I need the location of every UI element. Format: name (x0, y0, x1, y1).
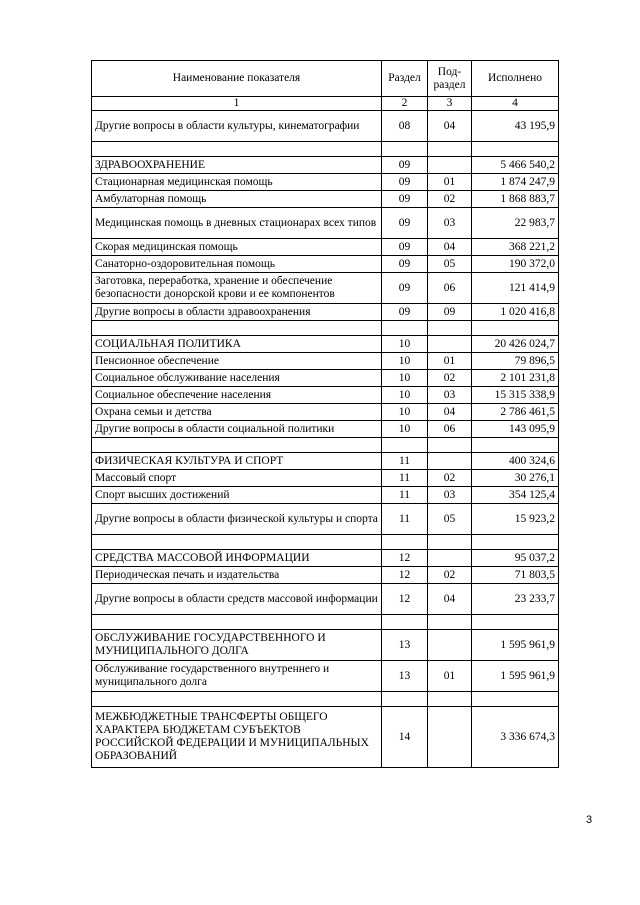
executed-amount-cell: 5 466 540,2 (472, 157, 559, 174)
empty-cell (92, 142, 382, 157)
indicator-name-cell: Обслуживание государственного внутреннего и муниципального долга (92, 661, 382, 692)
subsection-code-cell: 02 (428, 470, 472, 487)
subsection-code-cell (428, 630, 472, 661)
indicator-name-cell: Пенсионное обеспечение (92, 353, 382, 370)
blank-separator-row (92, 142, 559, 157)
section-code-cell: 10 (382, 387, 428, 404)
table-row (92, 661, 559, 692)
empty-cell (472, 535, 559, 550)
indicator-name-cell: Амбулаторная помощь (92, 191, 382, 208)
indicator-name-cell: ЗДРАВООХРАНЕНИЕ (92, 157, 382, 174)
empty-cell (428, 321, 472, 336)
subsection-code-cell: 05 (428, 256, 472, 273)
subsection-code-cell (428, 336, 472, 353)
indicator-name-cell: Спорт высших достижений (92, 487, 382, 504)
budget-execution-table (91, 60, 559, 768)
column-number-row (92, 97, 559, 111)
subsection-code-cell: 01 (428, 174, 472, 191)
executed-amount-cell: 30 276,1 (472, 470, 559, 487)
subsection-code-cell: 02 (428, 567, 472, 584)
executed-amount-cell: 95 037,2 (472, 550, 559, 567)
empty-cell (382, 535, 428, 550)
table-row (92, 584, 559, 615)
executed-amount-cell: 121 414,9 (472, 273, 559, 304)
executed-amount-cell: 71 803,5 (472, 567, 559, 584)
subsection-code-cell: 01 (428, 661, 472, 692)
section-code-cell: 11 (382, 504, 428, 535)
section-total-row (92, 550, 559, 567)
executed-amount-cell: 1 868 883,7 (472, 191, 559, 208)
executed-amount-cell: 1 020 416,8 (472, 304, 559, 321)
table-row (92, 387, 559, 404)
executed-amount-cell: 400 324,6 (472, 453, 559, 470)
executed-amount-cell: 15 923,2 (472, 504, 559, 535)
subsection-code-cell (428, 157, 472, 174)
table-row (92, 208, 559, 239)
subsection-code-cell: 03 (428, 387, 472, 404)
indicator-name-cell: Другие вопросы в области культуры, кинематографии (92, 111, 382, 142)
section-code-cell: 09 (382, 256, 428, 273)
table-row (92, 174, 559, 191)
table-row (92, 304, 559, 321)
executed-amount-cell: 368 221,2 (472, 239, 559, 256)
indicator-name-cell: ОБСЛУЖИВАНИЕ ГОСУДАРСТВЕННОГО И МУНИЦИПАЛЬНОГО ДОЛГА (92, 630, 382, 661)
executed-amount-cell: 354 125,4 (472, 487, 559, 504)
empty-cell (472, 615, 559, 630)
section-code-cell: 09 (382, 157, 428, 174)
empty-cell (92, 321, 382, 336)
empty-cell (382, 615, 428, 630)
empty-cell (92, 535, 382, 550)
table-row (92, 504, 559, 535)
executed-amount-cell: 3 336 674,3 (472, 707, 559, 768)
section-code-cell: 09 (382, 174, 428, 191)
section-code-cell: 10 (382, 353, 428, 370)
subsection-code-cell: 04 (428, 111, 472, 142)
table-row (92, 191, 559, 208)
section-code-cell: 09 (382, 208, 428, 239)
empty-cell (382, 142, 428, 157)
section-code-cell: 10 (382, 370, 428, 387)
subsection-code-cell (428, 550, 472, 567)
subsection-code-cell: 04 (428, 404, 472, 421)
table-row (92, 239, 559, 256)
indicator-name-cell: Социальное обслуживание населения (92, 370, 382, 387)
executed-amount-cell: 20 426 024,7 (472, 336, 559, 353)
section-code-cell: 11 (382, 453, 428, 470)
table-row (92, 470, 559, 487)
page-number: 3 (586, 814, 593, 826)
executed-amount-cell: 1 874 247,9 (472, 174, 559, 191)
indicator-name-cell: Охрана семьи и детства (92, 404, 382, 421)
blank-separator-row (92, 615, 559, 630)
table-body (92, 111, 559, 768)
table-row (92, 353, 559, 370)
empty-cell (382, 692, 428, 707)
section-code-cell: 10 (382, 421, 428, 438)
indicator-name-cell: Другие вопросы в области здравоохранения (92, 304, 382, 321)
table-row (92, 256, 559, 273)
section-code-cell: 10 (382, 336, 428, 353)
subsection-code-cell: 06 (428, 273, 472, 304)
empty-cell (382, 321, 428, 336)
subsection-code-cell: 03 (428, 487, 472, 504)
section-total-row (92, 336, 559, 353)
section-code-cell: 08 (382, 111, 428, 142)
table-row (92, 487, 559, 504)
empty-cell (472, 142, 559, 157)
subsection-code-cell (428, 707, 472, 768)
indicator-name-cell: Медицинская помощь в дневных стационарах всех типов (92, 208, 382, 239)
section-total-row (92, 453, 559, 470)
section-code-cell: 13 (382, 630, 428, 661)
column-number-4: 4 (472, 97, 559, 111)
section-total-row (92, 707, 559, 768)
executed-amount-cell: 190 372,0 (472, 256, 559, 273)
indicator-name-cell: Другие вопросы в области средств массовой информации (92, 584, 382, 615)
executed-amount-cell: 22 983,7 (472, 208, 559, 239)
empty-cell (428, 142, 472, 157)
section-code-cell: 12 (382, 550, 428, 567)
subsection-code-cell: 02 (428, 191, 472, 208)
executed-amount-cell: 2 101 231,8 (472, 370, 559, 387)
blank-separator-row (92, 535, 559, 550)
header-subsection: Под- раздел (428, 61, 472, 97)
blank-separator-row (92, 438, 559, 453)
indicator-name-cell: МЕЖБЮДЖЕТНЫЕ ТРАНСФЕРТЫ ОБЩЕГО ХАРАКТЕРА БЮДЖЕТАМ СУБЪЕКТОВ РОССИЙСКОЙ ФЕДЕРАЦИИ И МУНИЦИПАЛЬНЫХ ОБРАЗОВАНИЙ (92, 707, 382, 768)
section-code-cell: 11 (382, 487, 428, 504)
subsection-code-cell: 01 (428, 353, 472, 370)
empty-cell (92, 438, 382, 453)
section-code-cell: 09 (382, 273, 428, 304)
subsection-code-cell: 05 (428, 504, 472, 535)
table-row (92, 273, 559, 304)
subsection-code-cell: 04 (428, 239, 472, 256)
section-code-cell: 14 (382, 707, 428, 768)
indicator-name-cell: Санаторно-оздоровительная помощь (92, 256, 382, 273)
empty-cell (428, 692, 472, 707)
subsection-code-cell: 02 (428, 370, 472, 387)
blank-separator-row (92, 321, 559, 336)
indicator-name-cell: Стационарная медицинская помощь (92, 174, 382, 191)
indicator-name-cell: Другие вопросы в области физической культуры и спорта (92, 504, 382, 535)
empty-cell (472, 692, 559, 707)
header-executed: Исполнено (472, 61, 559, 97)
empty-cell (92, 692, 382, 707)
indicator-name-cell: Другие вопросы в области социальной политики (92, 421, 382, 438)
subsection-code-cell: 03 (428, 208, 472, 239)
indicator-name-cell: СОЦИАЛЬНАЯ ПОЛИТИКА (92, 336, 382, 353)
executed-amount-cell: 43 195,9 (472, 111, 559, 142)
executed-amount-cell: 79 896,5 (472, 353, 559, 370)
executed-amount-cell: 23 233,7 (472, 584, 559, 615)
header-section: Раздел (382, 61, 428, 97)
column-number-2: 2 (382, 97, 428, 111)
empty-cell (472, 321, 559, 336)
section-code-cell: 10 (382, 404, 428, 421)
table-row (92, 567, 559, 584)
indicator-name-cell: Скорая медицинская помощь (92, 239, 382, 256)
empty-cell (428, 438, 472, 453)
executed-amount-cell: 143 095,9 (472, 421, 559, 438)
table-row (92, 421, 559, 438)
section-code-cell: 09 (382, 191, 428, 208)
section-code-cell: 09 (382, 239, 428, 256)
table-row (92, 111, 559, 142)
indicator-name-cell: Периодическая печать и издательства (92, 567, 382, 584)
section-total-row (92, 630, 559, 661)
section-code-cell: 12 (382, 567, 428, 584)
blank-separator-row (92, 692, 559, 707)
subsection-code-cell: 09 (428, 304, 472, 321)
executed-amount-cell: 1 595 961,9 (472, 661, 559, 692)
section-total-row (92, 157, 559, 174)
empty-cell (382, 438, 428, 453)
subsection-code-cell: 06 (428, 421, 472, 438)
column-number-3: 3 (428, 97, 472, 111)
subsection-code-cell (428, 453, 472, 470)
empty-cell (92, 615, 382, 630)
column-number-1: 1 (92, 97, 382, 111)
empty-cell (428, 615, 472, 630)
section-code-cell: 09 (382, 304, 428, 321)
executed-amount-cell: 15 315 338,9 (472, 387, 559, 404)
section-code-cell: 13 (382, 661, 428, 692)
header-indicator-name: Наименование показателя (92, 61, 382, 97)
empty-cell (428, 535, 472, 550)
section-code-cell: 11 (382, 470, 428, 487)
subsection-code-cell: 04 (428, 584, 472, 615)
indicator-name-cell: СРЕДСТВА МАССОВОЙ ИНФОРМАЦИИ (92, 550, 382, 567)
indicator-name-cell: Заготовка, переработка, хранение и обеспечение безопасности донорской крови и ее компонентов (92, 273, 382, 304)
executed-amount-cell: 1 595 961,9 (472, 630, 559, 661)
table-header-row (92, 61, 559, 97)
section-code-cell: 12 (382, 584, 428, 615)
empty-cell (472, 438, 559, 453)
indicator-name-cell: Массовый спорт (92, 470, 382, 487)
indicator-name-cell: ФИЗИЧЕСКАЯ КУЛЬТУРА И СПОРТ (92, 453, 382, 470)
table-row (92, 370, 559, 387)
indicator-name-cell: Социальное обеспечение населения (92, 387, 382, 404)
executed-amount-cell: 2 786 461,5 (472, 404, 559, 421)
table-row (92, 404, 559, 421)
